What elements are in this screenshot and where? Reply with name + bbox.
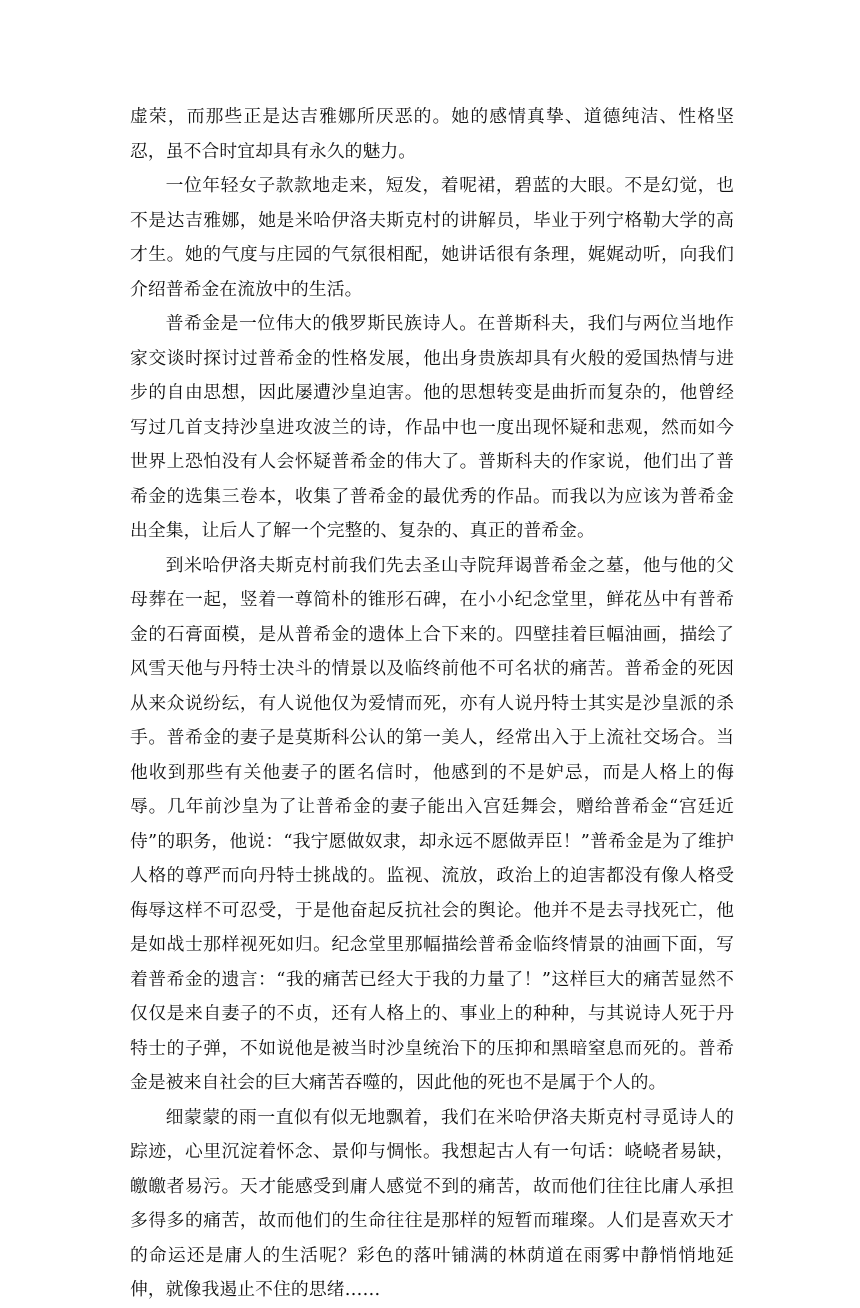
paragraph-2: 一位年轻女子款款地走来，短发，着呢裙，碧蓝的大眼。不是幻觉，也不是达吉雅娜，她是米哈伊洛夫斯克村的讲解员，毕业于列宁格勒大学的高才生。她的气度与庄园的气氛很相配，她讲话很有条理，娓娓动听，向我们介绍普希金在流放中的生活。: [130, 175, 734, 300]
paragraph-4: 到米哈伊洛夫斯克村前我们先去圣山寺院拜谒普希金之墓，他与他的父母葬在一起，竖着一尊简朴的锥形石碑，在小小纪念堂里，鲜花丛中有普希金的石膏面模，是从普希金的遗体上合下来的。四壁挂着巨幅油画，描绘了风雪天他与丹特士决斗的情景以及临终前他不可名状的痛苦。普希金的死因从来众说纷纭，有人说他仅为爱情而死，亦有人说丹特士其实是沙皇派的杀手。普希金的妻子是莫斯科公认的第一美人，经常出入于上流社交场合。当他收到那些有关他妻子的匿名信时，他感到的不是妒忌，而是人格上的侮辱。几年前沙皇为了让普希金的妻子能出入宫廷舞会，赠给普希金“宫廷近侍”的职务，他说：“我宁愿做奴隶，却永远不愿做弄臣！”普希金是为了维护人格的尊严而向丹特士挑战的。监视、流放，政治上的迫害都没有像人格受侮辱这样不可忍受，于是他奋起反抗社会的舆论。他并不是去寻找死亡，他是如战士那样视死如归。纪念堂里那幅描绘普希金临终情景的油画下面，写着普希金的遗言：“我的痛苦已经大于我的力量了！”这样巨大的痛苦显然不仅仅是来自妻子的不贞，还有人格上的、事业上的种种，与其说诗人死于丹特士的子弹，不如说他是被当时沙皇统治下的压抑和黑暗窒息而死的。普希金是被来自社会的巨大痛苦吞噬的，因此他的死也不是属于个人的。: [130, 554, 734, 1093]
paragraph-5: 细蒙蒙的雨一直似有似无地飘着，我们在米哈伊洛夫斯克村寻觅诗人的踪迹，心里沉淀着怀念、景仰与惆怅。我想起古人有一句话：峣峣者易缺，皦皦者易污。天才能感受到庸人感觉不到的痛苦，故而他们往往比庸人承担多得多的痛苦，故而他们的生命往往是那样的短暂而璀璨。人们是喜欢天才的命运还是庸人的生活呢？彩色的落叶铺满的林荫道在雨雾中静悄悄地延伸，就像我遏止不住的思绪……: [130, 1106, 734, 1300]
paragraph-1: 虚荣，而那些正是达吉雅娜所厌恶的。她的感情真挚、道德纯洁、性格坚忍，虽不合时宜却具有永久的魅力。: [130, 106, 734, 162]
article-body: [130, 100, 734, 1308]
paragraph-3: 普希金是一位伟大的俄罗斯民族诗人。在普斯科夫，我们与两位当地作家交谈时探讨过普希金的性格发展，他出身贵族却具有火般的爱国热情与进步的自由思想，因此屡遭沙皇迫害。他的思想转变是曲折而复杂的，他曾经写过几首支持沙皇进攻波兰的诗，作品中也一度出现怀疑和悲观，然而如今世界上恐怕没有人会怀疑普希金的伟大了。普斯科夫的作家说，他们出了普希金的选集三卷本，收集了普希金的最优秀的作品。而我以为应该为普希金出全集，让后人了解一个完整的、复杂的、真正的普希金。: [130, 313, 734, 541]
